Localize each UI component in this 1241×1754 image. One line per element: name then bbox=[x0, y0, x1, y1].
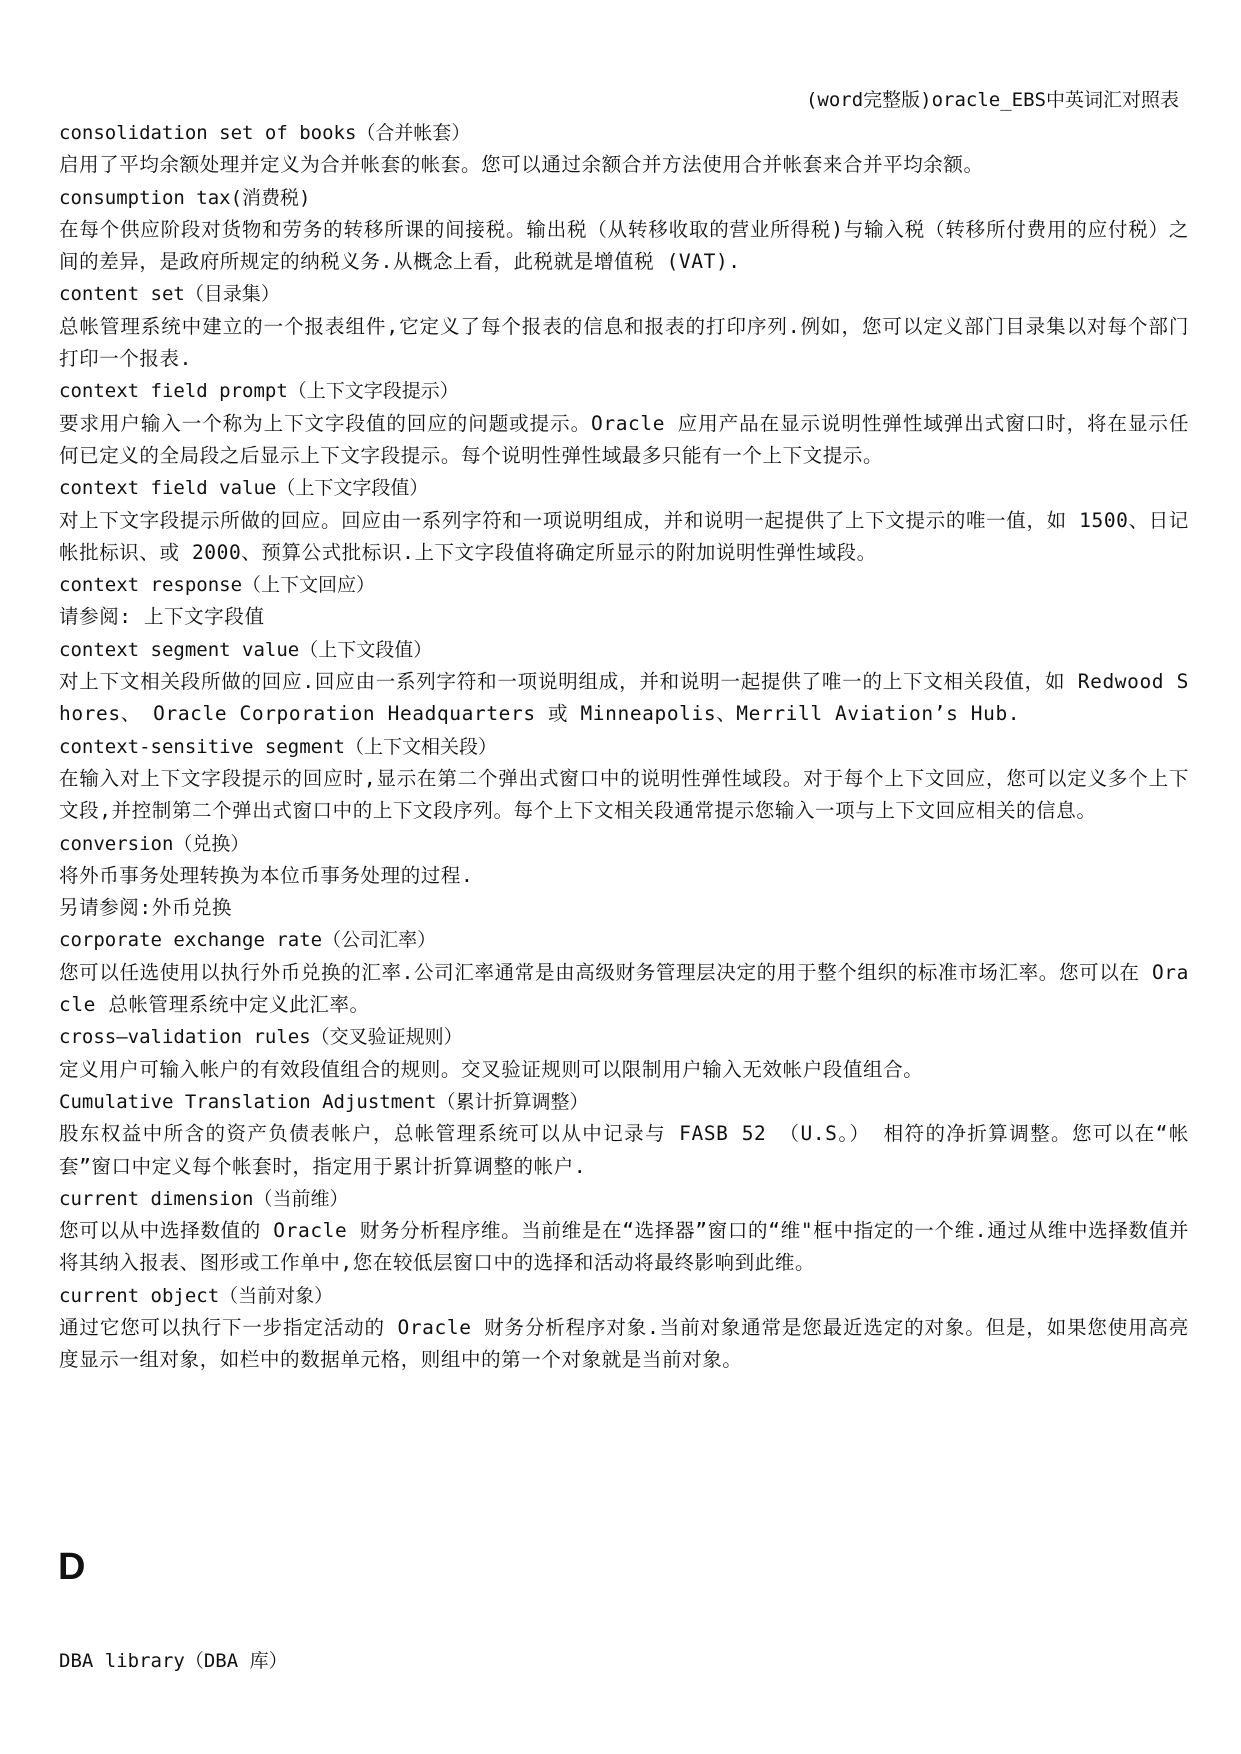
document-header: (word完整版)oracle_EBS中英词汇对照表 bbox=[805, 89, 1179, 111]
entry-definition: 对上下文相关段所做的回应.回应由一系列字符和一项说明组成，并和说明一起提供了唯一的上下文相关段值，如 Redwood Shores、 Oracle Corporation Headquarters 或 Minneapolis、Merrill Aviation’s Hub. bbox=[59, 670, 1189, 726]
entry-definition: 启用了平均余额处理并定义为合并帐套的帐套。您可以通过余额合并方法使用合并帐套来合并平均余额。 bbox=[59, 153, 984, 177]
entry-term: consumption tax(消费税) bbox=[59, 186, 311, 209]
glossary-entry bbox=[59, 117, 1189, 182]
entry-definition: 总帐管理系统中建立的一个报表组件,它定义了每个报表的信息和报表的打印序列.例如，您可以定义部门目录集以对每个部门打印一个报表. bbox=[59, 314, 1189, 371]
glossary-body bbox=[59, 117, 1189, 1377]
entry-term: consolidation set of books（合并帐套） bbox=[59, 122, 471, 144]
entry-term: cross—validation rules（交叉验证规则） bbox=[59, 1026, 463, 1049]
glossary-entry bbox=[59, 182, 1189, 279]
glossary-entry bbox=[59, 278, 1189, 375]
entry-term: context-sensitive segment（上下文相关段） bbox=[59, 735, 497, 758]
glossary-entry bbox=[59, 924, 1189, 1021]
glossary-entry bbox=[59, 828, 1189, 925]
entry-definition: 通过它您可以执行下一步指定活动的 Oracle 财务分析程序对象.当前对象通常是您最近选定的对象。但是，如果您使用高亮度显示一组对象，如栏中的数据单元格，则组中的第一个对象就是当前对象。 bbox=[59, 1315, 1189, 1372]
entry-definition: 将外币事务处理转换为本位币事务处理的过程. bbox=[59, 863, 474, 887]
entry-definition: 在输入对上下文字段提示的回应时,显示在第二个弹出式窗口中的说明性弹性域段。对于每个上下文回应，您可以定义多个上下文段,并控制第二个弹出式窗口中的上下文段序列。每个上下文相关段通常提示您输入一项与上下文回应相关的信息。 bbox=[59, 766, 1189, 823]
entry-definition: 对上下文字段提示所做的回应。回应由一系列字符和一项说明组成，并和说明一起提供了上下文提示的唯一值，如 1500、日记帐批标识、或 2000、预算公式批标识.上下文字段值将确定所显示的附加说明性弹性域段。 bbox=[59, 508, 1189, 564]
entry-definition: 股东权益中所含的资产负债表帐户，总帐管理系统可以从中记录与 FASB 52 （U.S。） 相符的净折算调整。您可以在“帐套”窗口中定义每个帐套时，指定用于累计折算调整的帐户. bbox=[59, 1122, 1189, 1178]
entry-term: content set（目录集） bbox=[59, 283, 280, 306]
entry-term: context field value（上下文字段值） bbox=[59, 477, 429, 500]
entry-term: DBA library（DBA 库） bbox=[59, 1650, 288, 1672]
entry-term: corporate exchange rate（公司汇率） bbox=[59, 929, 437, 952]
section-heading-letter: D bbox=[58, 1546, 86, 1588]
glossary-entry bbox=[59, 1086, 1189, 1183]
glossary-entry bbox=[59, 1021, 1189, 1086]
glossary-entry bbox=[59, 634, 1189, 731]
glossary-entry bbox=[59, 1183, 1189, 1280]
entry-term: context response（上下文回应） bbox=[59, 574, 376, 597]
entry-see-also: 另请参阅:外币兑换 bbox=[59, 896, 233, 920]
entry-definition: 定义用户可输入帐户的有效段值组合的规则。交叉验证规则可以限制用户输入无效帐户段值组合。 bbox=[59, 1057, 924, 1081]
entry-definition: 在每个供应阶段对货物和劳务的转移所课的间接税。输出税（从转移收取的营业所得税)与输入税（转移所付费用的应付税）之间的差异，是政府所规定的纳税义务.从概念上看，此税就是增值税 (VAT). bbox=[59, 217, 1189, 274]
entry-definition: 请参阅: 上下文字段值 bbox=[59, 605, 265, 629]
entry-definition: 您可以任选使用以执行外币兑换的汇率.公司汇率通常是由高级财务管理层决定的用于整个组织的标准市场汇率。您可以在 Oracle 总帐管理系统中定义此汇率。 bbox=[59, 960, 1189, 1017]
glossary-entry bbox=[59, 569, 1189, 634]
entry-term: current object（当前对象） bbox=[59, 1284, 334, 1307]
entry-term: context segment value（上下文段值） bbox=[59, 638, 433, 661]
glossary-entry bbox=[59, 472, 1189, 569]
entry-term: Cumulative Translation Adjustment（累计折算调整） bbox=[59, 1090, 589, 1113]
entry-term: current dimension（当前维） bbox=[59, 1187, 349, 1210]
entry-definition: 您可以从中选择数值的 Oracle 财务分析程序维。当前维是在“选择器”窗口的“维"框中指定的一个维.通过从维中选择数值并将其纳入报表、图形或工作单中,您在较低层窗口中的选择和活动将最终影响到此维。 bbox=[59, 1219, 1189, 1275]
entry-term: conversion（兑换） bbox=[59, 832, 250, 855]
entry-term: context field prompt（上下文字段提示） bbox=[59, 380, 459, 403]
glossary-entry bbox=[59, 1280, 1189, 1377]
glossary-entry bbox=[59, 375, 1189, 472]
glossary-entry bbox=[59, 731, 1189, 828]
entry-definition: 要求用户输入一个称为上下文字段值的回应的问题或提示。Oracle 应用产品在显示说明性弹性域弹出式窗口时，将在显示任何已定义的全局段之后显示上下文字段提示。每个说明性弹性域最多只能有一个上下文提示。 bbox=[59, 411, 1189, 467]
